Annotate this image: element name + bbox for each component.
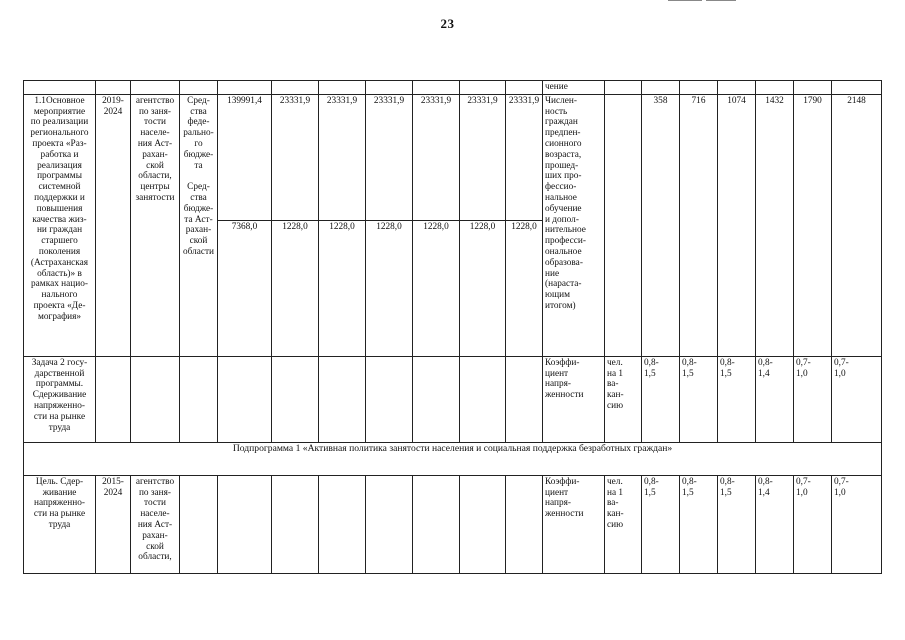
- table-cell: [756, 81, 794, 95]
- table-row: [24, 475, 882, 573]
- source-regional: Сред- ства бюдже- та Аст- рахан- ской области: [182, 182, 215, 257]
- table-cell: [96, 81, 131, 95]
- target-value: 1790: [794, 94, 832, 356]
- table-cell: [218, 475, 272, 573]
- funding-year: 1228,0: [506, 220, 543, 356]
- table-cell: [413, 81, 460, 95]
- table-cell: [24, 81, 96, 95]
- table-cell: [131, 356, 180, 442]
- target-value: 716: [680, 94, 718, 356]
- table-cell: [131, 81, 180, 95]
- table-cell: [319, 356, 366, 442]
- target-value: 0,8- 1,5: [680, 475, 718, 573]
- table-cell: [413, 475, 460, 573]
- unit-cell: чел. на 1 ва- кан- сию: [605, 475, 642, 573]
- table-row: [24, 94, 882, 220]
- subprogram-title: Подпрограмма 1 «Активная политика занятости населения и социальная поддержка безработных граждан»: [24, 442, 882, 475]
- task-name-cell: Задача 2 госу- дарственной программы. Сдерживание напряженно- сти на рынке труда: [24, 356, 96, 442]
- funding-year: 23331,9: [272, 94, 319, 220]
- table-row: [24, 442, 882, 475]
- funding-total: 7368,0: [218, 220, 272, 356]
- table-cell: [180, 81, 218, 95]
- funding-year: 23331,9: [319, 94, 366, 220]
- funding-year: 1228,0: [366, 220, 413, 356]
- table-cell: [506, 81, 543, 95]
- funding-year: 23331,9: [366, 94, 413, 220]
- scan-mark: [668, 0, 702, 1]
- program-table: [23, 80, 882, 574]
- table-cell: [366, 475, 413, 573]
- source-federal: Сред- ства феде- рально- го бюдже- та: [183, 95, 214, 171]
- target-value: 0,8- 1,5: [680, 356, 718, 442]
- target-value: 0,8- 1,5: [642, 475, 680, 573]
- table-cell: [413, 356, 460, 442]
- table-cell: [272, 81, 319, 95]
- target-value: 0,8- 1,5: [718, 475, 756, 573]
- table-cell: [460, 475, 506, 573]
- period-cell: 2015- 2024: [96, 475, 131, 573]
- table-cell: [642, 81, 680, 95]
- target-value: 0,8- 1,4: [756, 475, 794, 573]
- table-cell: [180, 475, 218, 573]
- target-value: 0,7- 1,0: [794, 356, 832, 442]
- target-value: 0,7- 1,0: [832, 475, 882, 573]
- funding-year: 23331,9: [460, 94, 506, 220]
- target-value: 1074: [718, 94, 756, 356]
- table-cell: [506, 356, 543, 442]
- table-cell: [506, 475, 543, 573]
- table-cell: [319, 475, 366, 573]
- unit-cell: чел. на 1 ва- кан- сию: [605, 356, 642, 442]
- goal-name-cell: Цель. Сдер- живание напряженно- сти на рынке труда: [24, 475, 96, 573]
- period-cell: 2019- 2024: [96, 94, 131, 356]
- table-cell: [718, 81, 756, 95]
- funding-year: 23331,9: [413, 94, 460, 220]
- table-cell: [460, 356, 506, 442]
- target-value: 0,8- 1,5: [642, 356, 680, 442]
- indicator-cell: Числен- ность граждан предпен- сионного возраста, прошед- ших про- фессио- нальное обучение и допол- нительное професси- ональное образова- ние (нараста- ющим итогом): [543, 94, 605, 356]
- table-cell: [218, 356, 272, 442]
- table-cell: [832, 81, 882, 95]
- table-cell: [605, 81, 642, 95]
- target-value: 0,7- 1,0: [794, 475, 832, 573]
- table-cell: [680, 81, 718, 95]
- table-cell: [366, 356, 413, 442]
- page-number: 23: [440, 16, 455, 31]
- table-cell: [272, 475, 319, 573]
- table-cell: [794, 81, 832, 95]
- table-cell: [96, 356, 131, 442]
- scan-mark: [706, 0, 736, 1]
- funding-year: 23331,9: [506, 94, 543, 220]
- funding-year: 1228,0: [460, 220, 506, 356]
- table-row: [24, 81, 882, 95]
- table-cell: [366, 81, 413, 95]
- target-value: 0,7- 1,0: [832, 356, 882, 442]
- funding-total: 139991,4: [218, 94, 272, 220]
- table-cell: [272, 356, 319, 442]
- table-cell: [180, 356, 218, 442]
- indicator-cell: чение: [543, 81, 605, 95]
- indicator-cell: Коэффи- циент напря- женности: [543, 475, 605, 573]
- unit-cell: [605, 94, 642, 356]
- table-cell: [319, 81, 366, 95]
- target-value: 2148: [832, 94, 882, 356]
- funding-year: 1228,0: [319, 220, 366, 356]
- indicator-cell: Коэффи- циент напря- женности: [543, 356, 605, 442]
- table-row: [24, 356, 882, 442]
- executor-cell: агентство по заня- тости населе- ния Аст- рахан- ской области, центры занятости: [131, 94, 180, 356]
- table-cell: [218, 81, 272, 95]
- target-value: 358: [642, 94, 680, 356]
- target-value: 0,8- 1,5: [718, 356, 756, 442]
- target-value: 1432: [756, 94, 794, 356]
- target-value: 0,8- 1,4: [756, 356, 794, 442]
- table-cell: [460, 81, 506, 95]
- funding-year: 1228,0: [272, 220, 319, 356]
- executor-cell: агентство по заня- тости населе- ния Аст- рахан- ской области,: [131, 475, 180, 573]
- source-cell: [180, 94, 218, 356]
- activity-name-cell: 1.1Основное мероприятие по реализации регионального проекта «Раз- работка и реализация программы системной поддержки и повышения качества жиз- ни граждан старшего поколения (Астраханская область)» в рамках нацио- нального проекта «Де- мография»: [24, 94, 96, 356]
- funding-year: 1228,0: [413, 220, 460, 356]
